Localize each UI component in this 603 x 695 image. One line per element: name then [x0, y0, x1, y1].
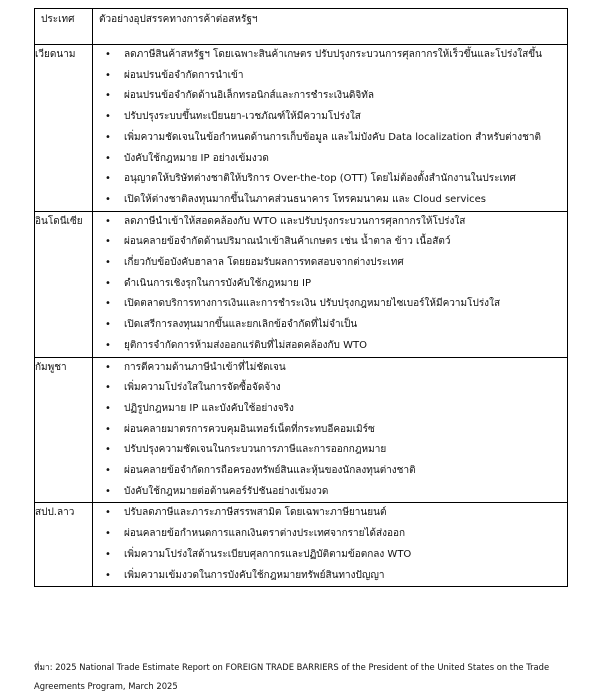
list-item — [93, 503, 567, 524]
list-item — [93, 378, 567, 399]
bullet-icon: • — [105, 382, 111, 394]
barrier-text: อนุญาตให้บริษัทต่างชาติให้บริการ Over-the-top (OTT) โดยไม่ต้องตั้งสำนักงานในประเทศ — [124, 173, 516, 185]
barrier-text: ผ่อนคลายข้อจำกัดด้านปริมาณนำเข้าสินค้าเกษตร เช่น น้ำตาล ข้าว เนื้อสัตว์ — [124, 236, 451, 248]
bullet-icon: • — [105, 339, 111, 351]
list-item — [93, 190, 567, 211]
bullet-icon: • — [105, 319, 111, 331]
bullet-icon: • — [105, 528, 111, 540]
barrier-text: ปรับลดภาษีและภาระภาษีสรรพสามิต โดยเฉพาะภาษียานยนต์ — [124, 507, 387, 519]
barrier-text: เพิ่มความชัดเจนในข้อกำหนดด้านการเก็บข้อมูล และไม่บังคับ Data localization สำหรับต่างชาติ — [124, 131, 541, 143]
bullet-icon: • — [105, 507, 111, 519]
country-cell: กัมพูชา — [35, 357, 93, 503]
barrier-list — [93, 358, 567, 503]
table-row — [35, 45, 568, 212]
barrier-text: ผ่อนคลายข้อกำหนดการแลกเงินตราต่างประเทศจากรายได้ส่งออก — [124, 528, 406, 540]
barrier-text: เพิ่มความโปร่งใสด้านระเบียบศุลกากรและปฏิบัติตามข้อตกลง WTO — [124, 548, 412, 560]
barrier-text: เปิดให้ต่างชาติลงทุนมากขึ้นในภาคส่วนธนาคาร โทรคมนาคม และ Cloud services — [124, 193, 486, 205]
barrier-list — [93, 503, 567, 586]
bullet-icon: • — [105, 444, 111, 456]
list-item — [93, 294, 567, 315]
barrier-text: การตีความด้านภาษีนำเข้าที่ไม่ชัดเจน — [124, 361, 286, 373]
list-item — [93, 128, 567, 149]
list-item — [93, 253, 567, 274]
barrier-text: ผ่อนปรนข้อจำกัดการนำเข้า — [124, 69, 244, 81]
barrier-list — [93, 45, 567, 211]
list-item — [93, 86, 567, 107]
bullet-icon: • — [105, 69, 111, 81]
barriers-cell — [93, 45, 568, 212]
barrier-text: เพิ่มความเข้มงวดในการบังคับใช้กฎหมายทรัพย์สินทางปัญญา — [124, 569, 385, 581]
list-item — [93, 315, 567, 336]
table-row — [35, 357, 568, 503]
bullet-icon: • — [105, 131, 111, 143]
bullet-icon: • — [105, 277, 111, 289]
bullet-icon: • — [105, 298, 111, 310]
barriers-cell — [93, 211, 568, 357]
list-item — [93, 232, 567, 253]
bullet-icon: • — [105, 90, 111, 102]
list-item — [93, 336, 567, 357]
bullet-icon: • — [105, 548, 111, 560]
list-item — [93, 358, 567, 379]
list-item — [93, 461, 567, 482]
bullet-icon: • — [105, 485, 111, 497]
list-item — [93, 420, 567, 441]
table-row — [35, 503, 568, 587]
barriers-cell — [93, 357, 568, 503]
barriers-cell — [93, 503, 568, 587]
list-item — [93, 440, 567, 461]
country-cell: สปป.ลาว — [35, 503, 93, 587]
trade-barriers-table — [34, 8, 568, 587]
list-item — [93, 545, 567, 566]
list-item — [93, 169, 567, 190]
bullet-icon: • — [105, 569, 111, 581]
list-item — [93, 149, 567, 170]
barrier-text: ผ่อนปรนข้อจำกัดด้านอิเล็กทรอนิกส์และการชำระเงินดิจิทัล — [124, 90, 374, 102]
barrier-text: ยุติการจำกัดการห้ามส่งออกแร่ดิบที่ไม่สอดคล้องกับ WTO — [124, 339, 367, 351]
bullet-icon: • — [105, 423, 111, 435]
bullet-icon: • — [105, 402, 111, 414]
barrier-text: ลดภาษีสินค้าสหรัฐฯ โดยเฉพาะสินค้าเกษตร ปรับปรุงกระบวนการศุลกากรให้เร็วขึ้นและโปร่งใสขึ้น — [124, 49, 542, 60]
list-item — [93, 566, 567, 587]
bullet-icon: • — [105, 49, 111, 60]
country-cell: อินโดนีเซีย — [35, 211, 93, 357]
list-item — [93, 107, 567, 128]
bullet-icon: • — [105, 152, 111, 164]
table-row — [35, 211, 568, 357]
list-item — [93, 482, 567, 503]
bullet-icon: • — [105, 193, 111, 205]
list-item — [93, 399, 567, 420]
barrier-text: ผ่อนคลายข้อจำกัดการถือครองทรัพย์สินและหุ้นของนักลงทุนต่างชาติ — [124, 465, 416, 477]
barrier-text: บังคับใช้กฎหมายต่อต้านคอร์รัปชันอย่างเข้มงวด — [124, 485, 329, 497]
barrier-text: เปิดตลาดบริการทางการเงินและการชำระเงิน ปรับปรุงกฎหมายไซเบอร์ให้มีความโปร่งใส — [124, 298, 501, 310]
barrier-text: ผ่อนคลายมาตรการควบคุมอินเทอร์เน็ตที่กระทบอีคอมเมิร์ซ — [124, 423, 375, 435]
list-item — [93, 274, 567, 295]
country-cell: เวียดนาม — [35, 45, 93, 212]
barrier-text: บังคับใช้กฎหมาย IP อย่างเข้มงวด — [124, 152, 269, 164]
barrier-text: เกี่ยวกับข้อบังคับฮาลาล โดยยอมรับผลการทดสอบจากต่างประเทศ — [124, 257, 404, 269]
bullet-icon: • — [105, 257, 111, 269]
bullet-icon: • — [105, 173, 111, 185]
bullet-icon: • — [105, 215, 111, 227]
barrier-text: ดำเนินการเชิงรุกในการบังคับใช้กฎหมาย IP — [124, 277, 312, 289]
header-barriers: ตัวอย่างอุปสรรคทางการค้าต่อสหรัฐฯ — [93, 9, 568, 45]
bullet-icon: • — [105, 465, 111, 477]
barrier-text: เพิ่มความโปร่งใสในการจัดซื้อจัดจ้าง — [124, 382, 281, 394]
barrier-text: เปิดเสรีการลงทุนมากขึ้นและยกเลิกข้อจำกัดที่ไม่จำเป็น — [124, 319, 358, 331]
barrier-text: ปรับปรุงความชัดเจนในกระบวนการภาษีและการออกกฎหมาย — [124, 444, 387, 456]
barrier-text: ปฏิรูปกฎหมาย IP และบังคับใช้อย่างจริง — [124, 402, 294, 414]
table-header-row — [35, 9, 568, 45]
source-note: ที่มา: 2025 National Trade Estimate Report on FOREIGN TRADE BARRIERS of the President of the United States on the Trade Agreements Program, March 2025 — [34, 662, 550, 691]
bullet-icon: • — [105, 361, 111, 373]
bullet-icon: • — [105, 111, 111, 123]
barrier-text: ลดภาษีนำเข้าให้สอดคล้องกับ WTO และปรับปรุงกระบวนการศุลกากรให้โปร่งใส — [124, 215, 466, 227]
barrier-list — [93, 212, 567, 357]
header-country: ประเทศ — [35, 9, 93, 45]
bullet-icon: • — [105, 236, 111, 248]
barrier-text: ปรับปรุงระบบขึ้นทะเบียนยา-เวชภัณฑ์ให้มีความโปร่งใส — [124, 111, 361, 123]
list-item — [93, 66, 567, 87]
list-item — [93, 524, 567, 545]
list-item — [93, 212, 567, 233]
list-item — [93, 45, 567, 66]
